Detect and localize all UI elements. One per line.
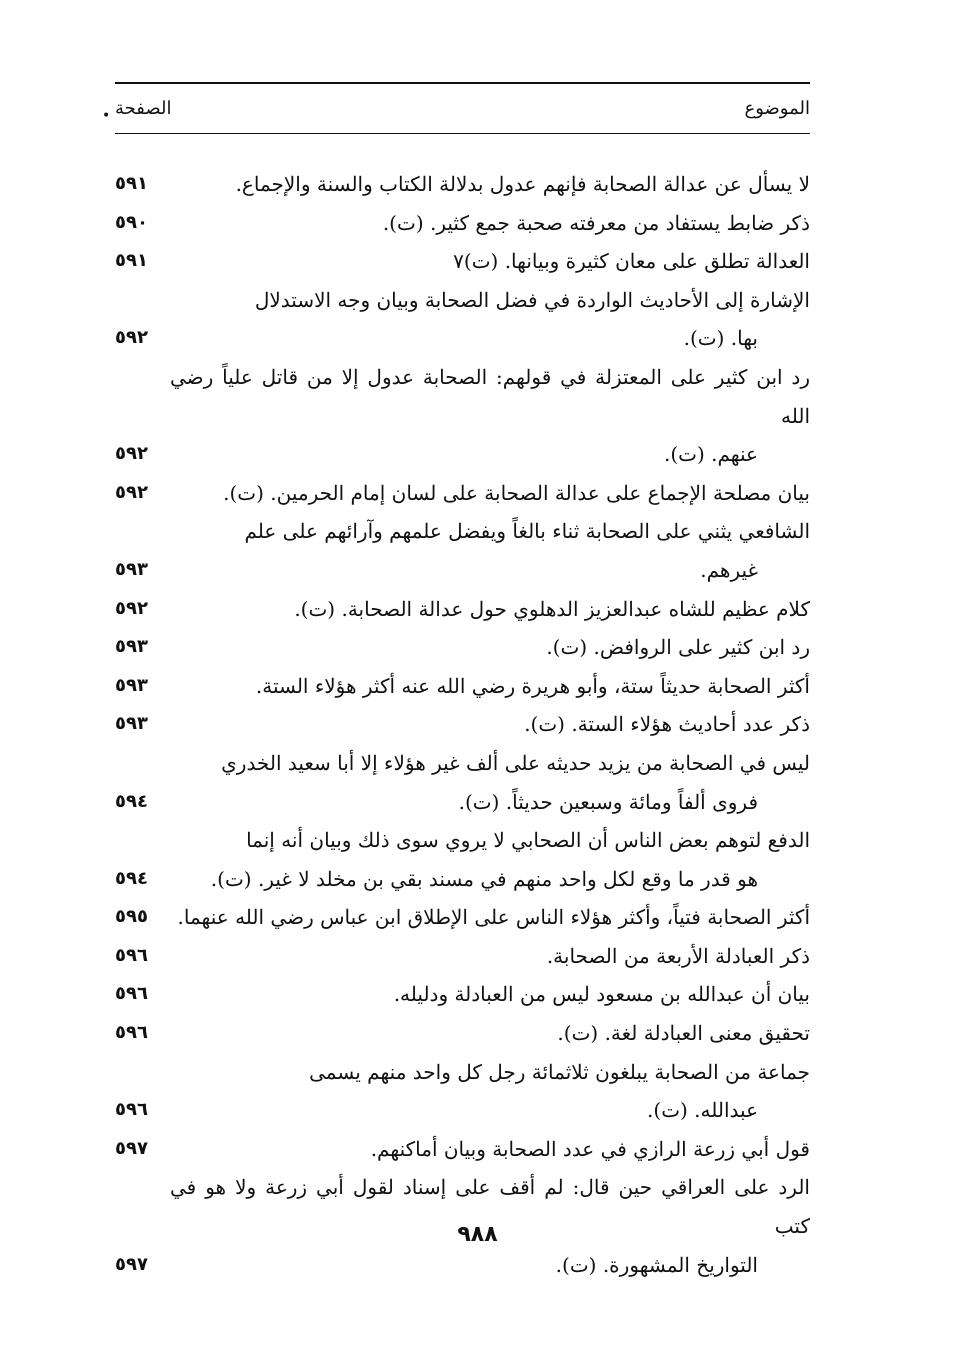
entry-page-number: ٥٩٣ [115,713,148,735]
entry-text [170,1130,810,1169]
entry-text [170,705,810,744]
index-entry [115,474,810,513]
entry-page-number: ٥٩٧ [115,1253,148,1275]
entry-main-line: تحقيق معنى العبادلة لغة. (ت). [557,1021,810,1046]
top-rule [115,82,810,84]
entry-text [170,590,810,629]
entry-main-line: قول أبي زرعة الرازي في عدد الصحابة وبيان أماكنهم. [370,1136,810,1161]
entry-text [170,1014,810,1053]
header-topic-label: الموضوع [744,98,810,119]
entry-text [170,937,810,976]
entry-continuation-line: التواريخ المشهورة. (ت). [555,1252,758,1277]
entry-text [170,975,810,1014]
entry-text [170,667,810,706]
entry-main-line: ليس في الصحابة من يزيد حديثه على ألف غير هؤلاء إلا أبا سعيد الخدري [221,750,810,775]
entry-page-number: ٥٩١ [115,173,148,194]
index-entry [115,898,810,937]
header-page-label: الصفحة [115,98,172,119]
entry-page-number: ٥٩٧ [115,1137,148,1159]
entry-page-number: ٥٩٤ [115,867,148,889]
entry-main-line: رد ابن كثير على الروافض. (ت). [546,635,810,660]
index-entry [115,705,810,744]
index-entry [115,975,810,1014]
entry-text [170,242,810,281]
entry-main-line: بيان أن عبدالله بن مسعود ليس من العبادلة ودليله. [393,982,810,1007]
entry-page-number: ٥٩٦ [115,944,148,966]
entry-continuation-line: فروى ألفاً ومائة وسبعين حديثاً. (ت). [458,789,758,814]
entry-continuation-line: بها. (ت). [683,326,758,351]
header-rule [115,133,810,134]
entry-page-number: ٥٩٣ [115,674,148,696]
entry-main-line: جماعة من الصحابة يبلغون ثلاثمائة رجل كل واحد منهم يسمى [309,1059,810,1084]
entry-page-number: ٥٩٢ [115,327,148,349]
index-entries [115,165,810,1284]
index-entry [115,165,810,204]
entry-main-line: لا يسأل عن عدالة الصحابة فإنهم عدول بدلالة الكتاب والسنة والإجماع. [235,172,810,196]
entry-page-number: ٥٩٢ [115,443,148,465]
index-entry [115,937,810,976]
index-entry [115,744,810,821]
entry-text [170,898,810,937]
index-entry [115,242,810,281]
entry-main-line: كلام عظيم للشاه عبدالعزيز الدهلوي حول عدالة الصحابة. (ت). [294,596,810,621]
entry-page-number: ٥٩٦ [115,1022,148,1044]
entry-main-line: الشافعي يثني على الصحابة ثناء بالغاً ويفضل علمهم وآرائهم على علم [244,519,810,544]
index-entry [115,1053,810,1130]
entry-continuation-line: عنهم. (ت). [663,442,758,467]
index-entry [115,1130,810,1169]
index-entry [115,821,810,898]
entry-text [170,358,810,474]
entry-text [170,512,810,589]
entry-page-number: ٥٩٣ [115,558,148,580]
entry-page-number: ٥٩٥ [115,906,148,928]
index-entry [115,590,810,629]
entry-page-number: ٥٩٠ [115,211,148,233]
entry-main-line: العدالة تطلق على معان كثيرة وبيانها. (ت)٧ [453,249,810,274]
entry-main-line: أكثر الصحابة حديثاً ستة، وأبو هريرة رضي الله عنه أكثر هؤلاء الستة. [255,673,810,698]
entry-page-number: ٥٩٦ [115,1099,148,1121]
entry-main-line: ذكر عدد أحاديث هؤلاء الستة. (ت). [524,712,810,737]
entry-page-number: ٥٩٣ [115,636,148,658]
entry-text [170,744,810,821]
entry-main-line: أكثر الصحابة فتياً، وأكثر هؤلاء الناس على الإطلاق ابن عباس رضي الله عنهما. [177,905,810,930]
index-entry [115,1014,810,1053]
entry-continuation-line: غيرهم. [700,557,758,582]
entry-main-line: الدفع لتوهم بعض الناس أن الصحابي لا يروي سوى ذلك وبيان أنه إنما [246,828,810,853]
entry-continuation-line: عبدالله. (ت). [647,1098,758,1123]
entry-main-line: الإشارة إلى الأحاديث الواردة في فضل الصحابة وبيان وجه الاستدلال [254,287,810,312]
entry-text [170,628,810,667]
index-entry [115,628,810,667]
index-entry [115,667,810,706]
entry-page-number: ٥٩٦ [115,983,148,1005]
entry-main-line: رد ابن كثير على المعتزلة في قولهم: الصحابة عدول إلا من قاتل علياً رضي الله [170,364,810,428]
page-number: ٩٨٨ [457,1222,498,1247]
index-entry [115,204,810,243]
entry-continuation-line: هو قدر ما وقع لكل واحد منهم في مسند بقي بن مخلد لا غير. (ت). [210,866,758,891]
entry-text [170,821,810,898]
entry-text [170,281,810,358]
entry-page-number: ٥٩٢ [115,481,148,503]
index-entry [115,512,810,589]
entry-page-number: ٥٩٢ [115,597,148,619]
entry-page-number: ٥٩١ [115,250,148,272]
entry-page-number: ٥٩٤ [115,790,148,812]
index-entry [115,358,810,474]
header-dot: • [102,108,111,124]
entry-main-line: بيان مصلحة الإجماع على عدالة الصحابة على لسان إمام الحرمين. (ت). [223,480,810,505]
entry-text [170,165,810,204]
entry-main-line: ذكر ضابط يستفاد من معرفته صحبة جمع كثير. (ت). [382,210,810,235]
index-entry [115,281,810,358]
entry-main-line: ذكر العبادلة الأربعة من الصحابة. [546,943,810,968]
entry-text [170,474,810,513]
entry-text [170,204,810,243]
entry-text [170,1053,810,1130]
entry-main-line: الرد على العراقي حين قال: لم أقف على إسناد لقول أبي زرعة ولا هو في كتب [170,1175,810,1239]
